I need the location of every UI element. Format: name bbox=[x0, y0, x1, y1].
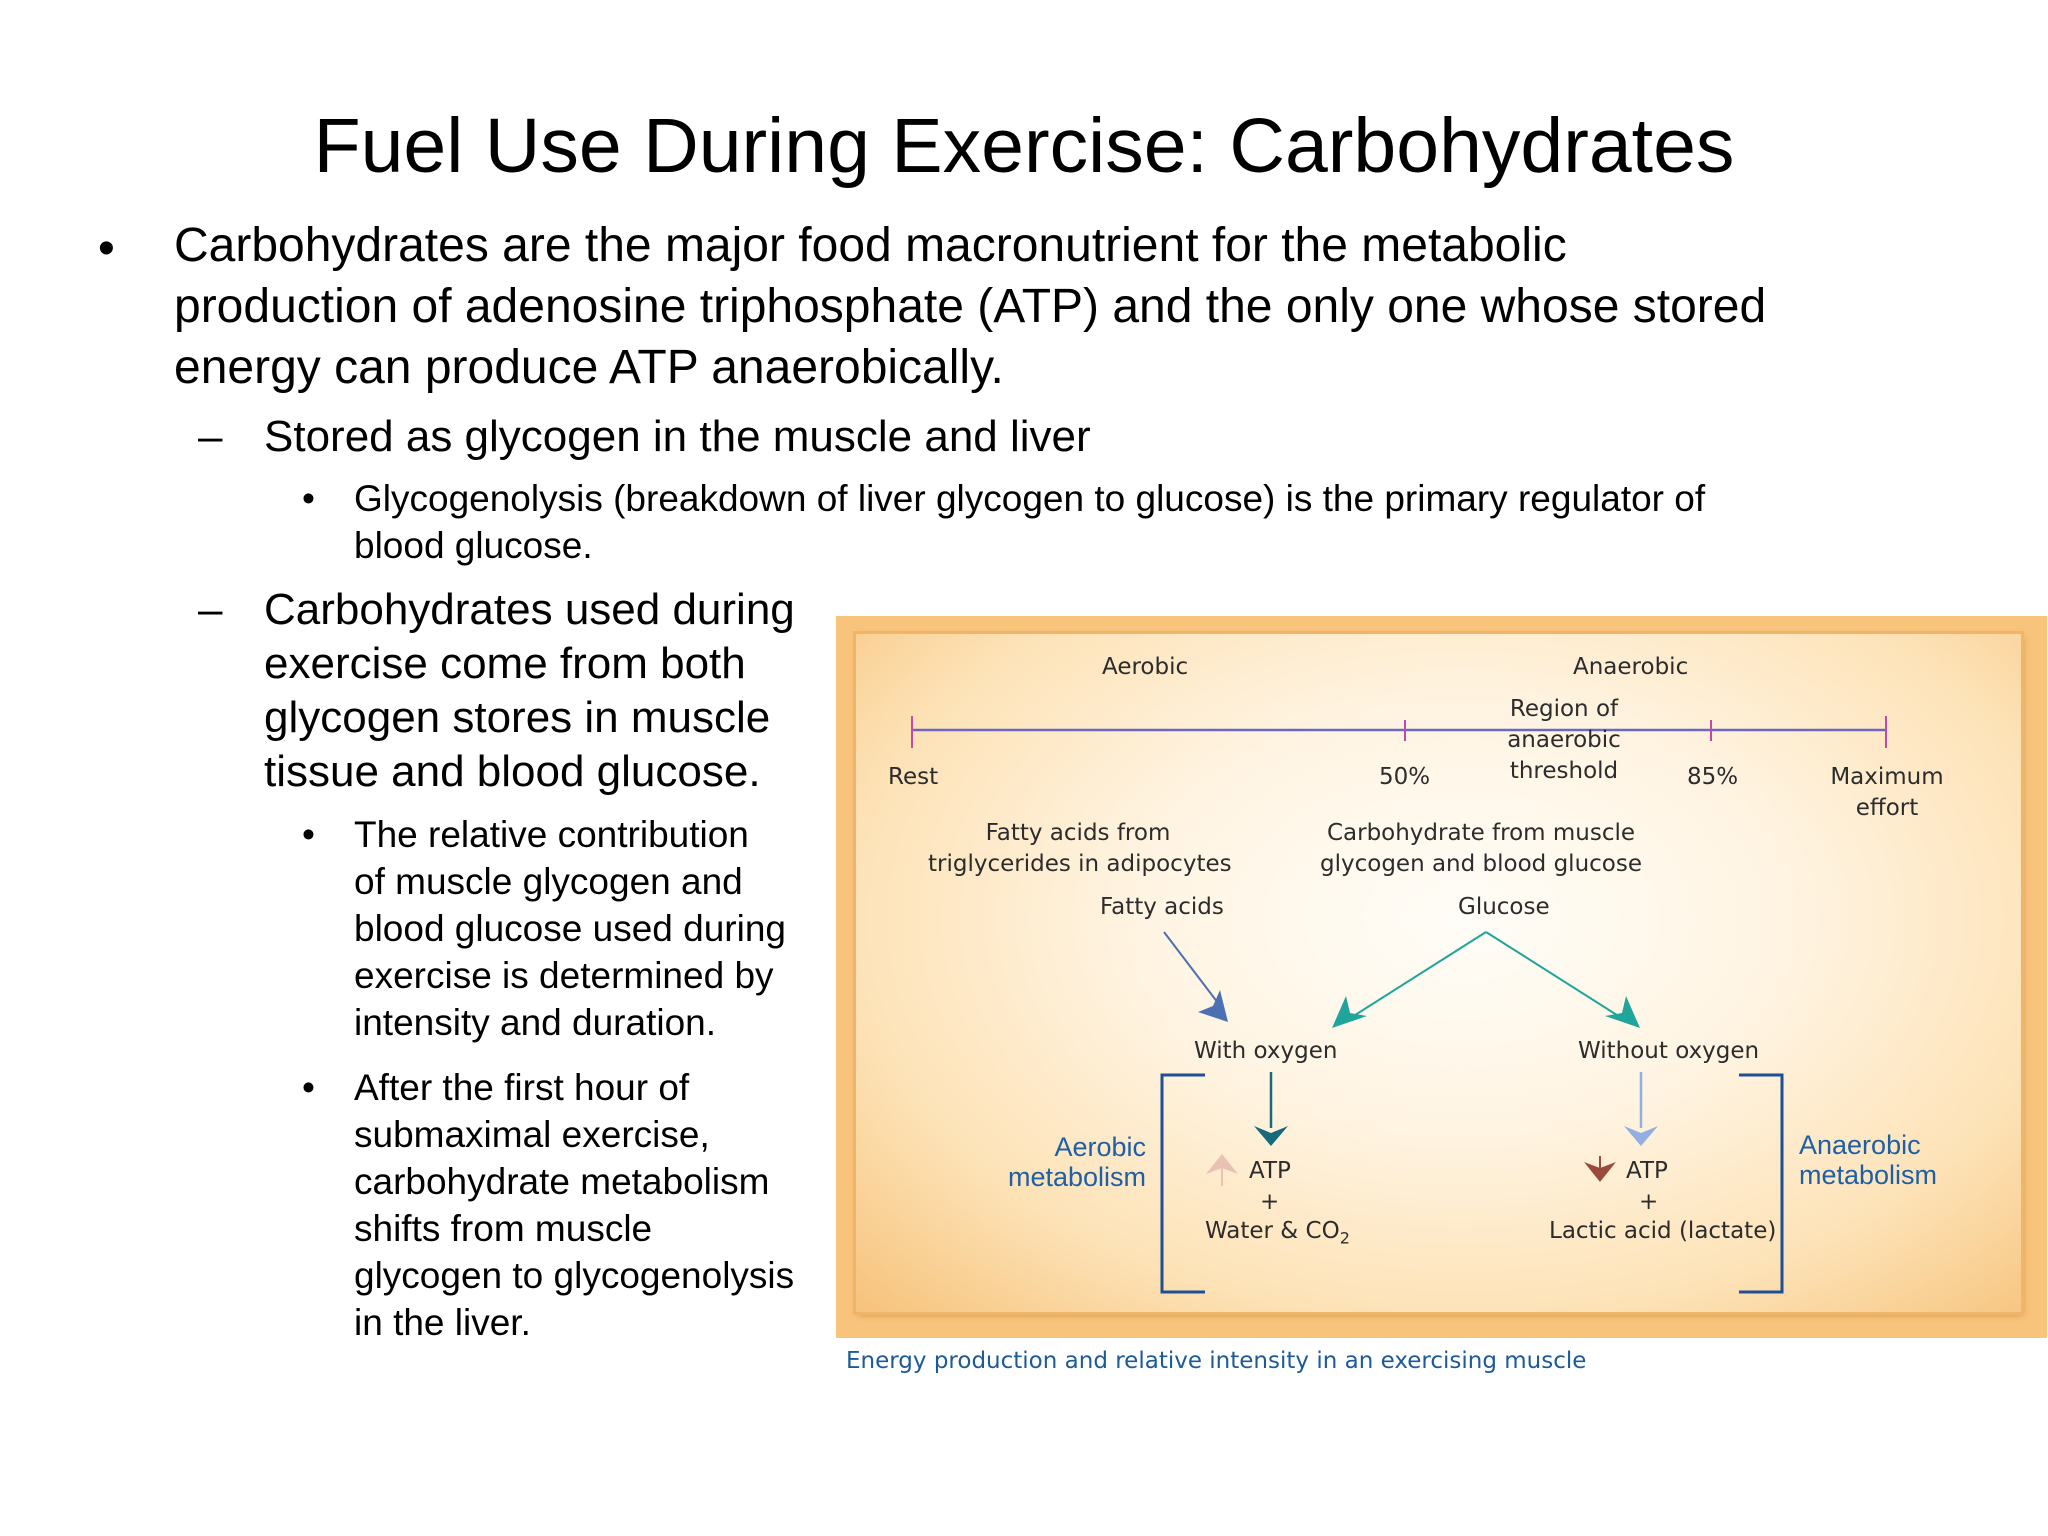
rest-label: Rest bbox=[888, 764, 939, 790]
aerobic-metabolism-label bbox=[1002, 1132, 1146, 1192]
anaerobic-bracket bbox=[1739, 1075, 1782, 1292]
text-line: metabolism bbox=[1799, 1160, 1938, 1190]
subscript: 2 bbox=[1339, 1228, 1350, 1248]
atp-anaerobic-label: ATP bbox=[1626, 1158, 1668, 1184]
text-line: effort bbox=[1855, 795, 1919, 821]
text-line: Water & CO bbox=[1205, 1218, 1340, 1244]
main-bullet-line: Carbohydrates are the major food macronutrient for the metabolic bbox=[174, 219, 1567, 272]
text-line: blood glucose. bbox=[354, 525, 593, 566]
text-line: shifts from muscle bbox=[354, 1208, 653, 1249]
fatty-acid-arrow-line bbox=[1164, 932, 1218, 1003]
text-line: After the first hour of bbox=[354, 1067, 690, 1108]
text-line: metabolism bbox=[1007, 1162, 1146, 1192]
text-line: of muscle glycogen and bbox=[354, 861, 743, 902]
without-oxygen-label: Without oxygen bbox=[1578, 1038, 1760, 1064]
main-bullet-line: production of adenosine triphosphate (ATP) and the only one whose stored bbox=[174, 280, 1767, 333]
text-line: glycogen and blood glucose bbox=[1320, 851, 1642, 877]
text-line: Carbohydrates used during bbox=[264, 585, 795, 634]
anaerobic-metabolism-label bbox=[1799, 1130, 1937, 1190]
glucose-anaerobic-line bbox=[1486, 932, 1620, 1017]
glucose-aerobic-line bbox=[1352, 932, 1486, 1017]
dash-marker: – bbox=[198, 412, 223, 461]
plus-anaerobic: + bbox=[1639, 1189, 1659, 1215]
anaerobic-zone-label: Anaerobic bbox=[1573, 654, 1689, 680]
text-line: submaximal exercise, bbox=[354, 1114, 710, 1155]
aerobic-zone-label: Aerobic bbox=[1102, 654, 1189, 680]
text-line: threshold bbox=[1509, 758, 1619, 784]
anaerobic-arrowhead bbox=[1624, 1126, 1658, 1146]
slide-title: Fuel Use During Exercise: Carbohydrates bbox=[313, 103, 1735, 189]
text-line: exercise come from both bbox=[264, 639, 746, 688]
text-line: anaerobic bbox=[1507, 727, 1621, 753]
text-line: blood glucose used during bbox=[354, 908, 786, 949]
main-bullet-line: energy can produce ATP anaerobically. bbox=[174, 341, 1004, 394]
pct-85-label: 85% bbox=[1687, 764, 1739, 790]
bullet-marker: • bbox=[302, 478, 315, 519]
text-line: Aerobic bbox=[1054, 1132, 1146, 1162]
text-line: carbohydrate metabolism bbox=[354, 1161, 770, 1202]
plus-aerobic: + bbox=[1260, 1189, 1280, 1215]
fatty-acids-label: Fatty acids bbox=[1100, 894, 1224, 920]
text-line: exercise is determined by bbox=[354, 955, 774, 996]
text-line: in the liver. bbox=[354, 1302, 531, 1343]
dash-marker: – bbox=[198, 585, 223, 634]
text-line: Anaerobic bbox=[1799, 1130, 1921, 1160]
aerobic-bracket bbox=[1162, 1075, 1205, 1292]
maximum-effort-label bbox=[1826, 762, 1948, 824]
bullet-marker: • bbox=[98, 222, 115, 275]
oxygen-arrowhead bbox=[1254, 1126, 1288, 1146]
with-oxygen-label: With oxygen bbox=[1194, 1038, 1338, 1064]
text-line: The relative contribution bbox=[354, 814, 749, 855]
text-line: intensity and duration. bbox=[354, 1002, 717, 1043]
pct-50-label: 50% bbox=[1379, 764, 1431, 790]
glucose-label: Glucose bbox=[1458, 894, 1550, 920]
text-line: tissue and blood glucose. bbox=[264, 747, 761, 796]
text-line: glycogen stores in muscle bbox=[264, 693, 771, 742]
text-line: Maximum bbox=[1830, 764, 1944, 790]
text-line: Region of bbox=[1509, 696, 1619, 722]
text-line: Glycogenolysis (breakdown of liver glycogen to glucose) is the primary regulator of bbox=[354, 478, 1706, 519]
bullet-marker: • bbox=[302, 814, 315, 855]
text-line: Carbohydrate from muscle bbox=[1326, 820, 1636, 846]
text-line: glycogen to glycogenolysis bbox=[354, 1255, 795, 1296]
fatty-acid-source-label bbox=[928, 818, 1232, 880]
anaerobic-threshold-label bbox=[1494, 694, 1634, 787]
bullet-marker: • bbox=[302, 1067, 315, 1108]
atp-aerobic-label: ATP bbox=[1249, 1158, 1291, 1184]
water-co2-label bbox=[1205, 1216, 1350, 1254]
sub-bullet-stored: Stored as glycogen in the muscle and liver bbox=[264, 412, 1091, 461]
lactic-acid-label: Lactic acid (lactate) bbox=[1549, 1218, 1777, 1244]
figure-caption: Energy production and relative intensity in an exercising muscle bbox=[846, 1348, 1587, 1374]
carbohydrate-source-label bbox=[1316, 818, 1646, 880]
text-line: Fatty acids from bbox=[985, 820, 1171, 846]
text-line: triglycerides in adipocytes bbox=[928, 851, 1232, 877]
glucose-anaerobic-arrowhead bbox=[1605, 996, 1640, 1028]
glucose-aerobic-arrowhead bbox=[1332, 996, 1367, 1028]
